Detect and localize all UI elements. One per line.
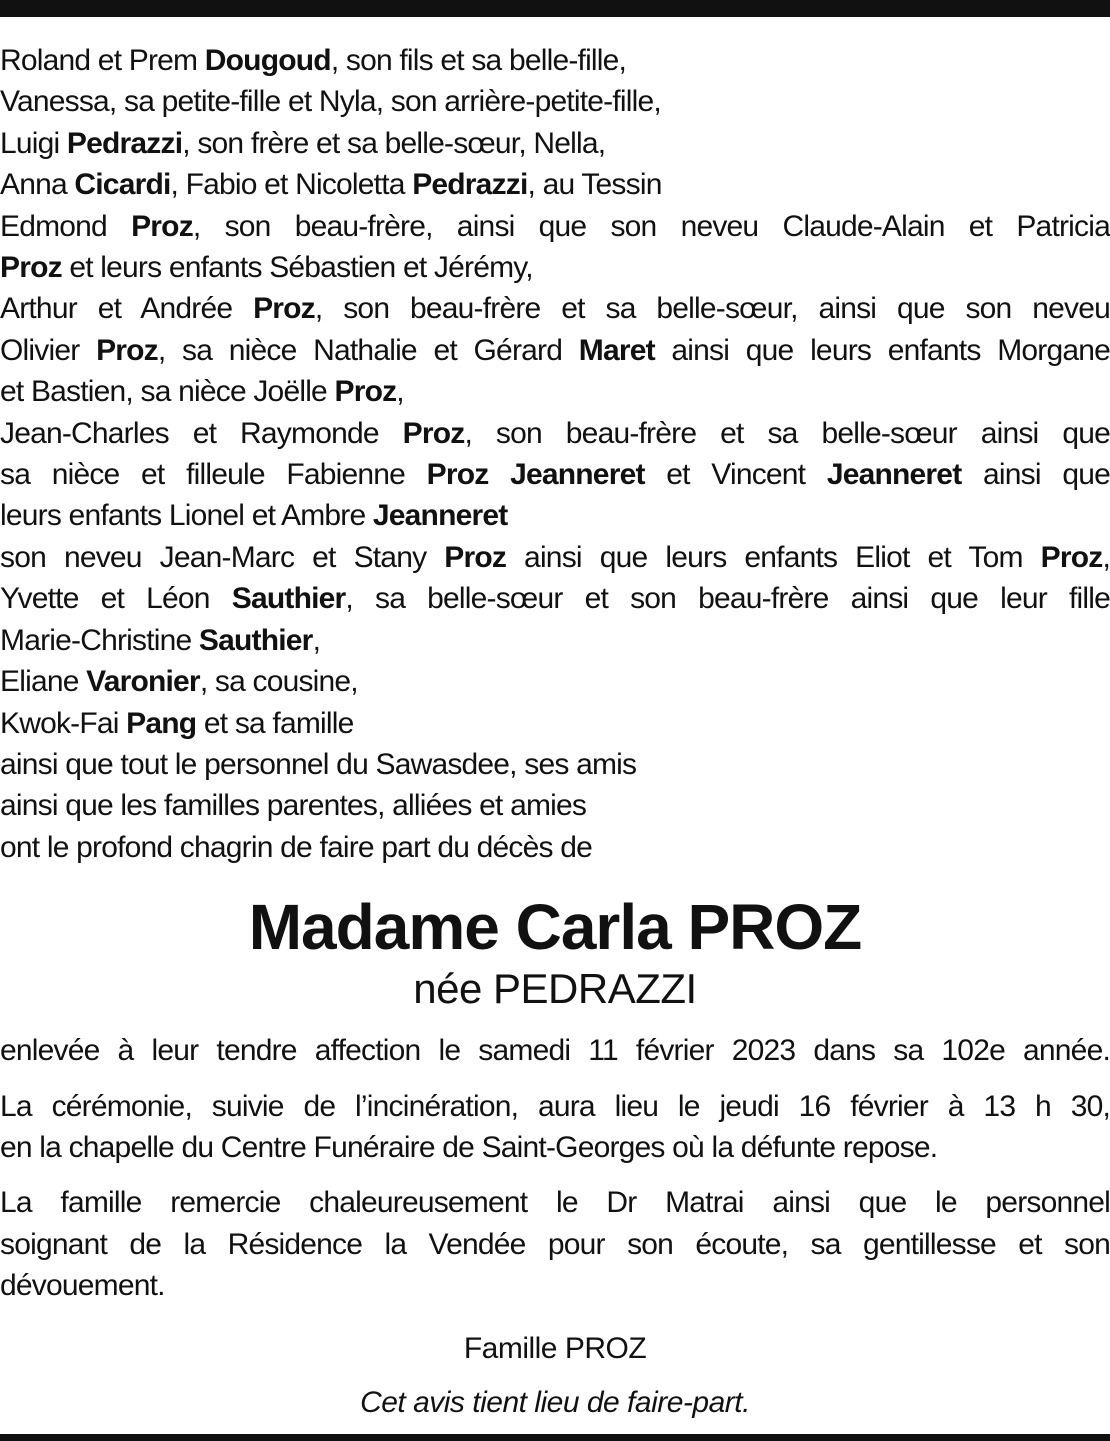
family-text: Anna (0, 168, 75, 202)
family-text: ainsi que (961, 458, 1110, 492)
family-text: ainsi que les familles parentes, alliées et amies (0, 789, 587, 823)
family-text: , au Tessin (527, 168, 662, 202)
family-line (0, 827, 1110, 868)
family-surname: Proz (0, 251, 62, 285)
paragraph-line: La cérémonie, suivie de l’incinération, aura lieu le jeudi 16 février à 13 h 30, (0, 1089, 1110, 1123)
family-text: Marie-Christine (0, 623, 199, 657)
family-text: , sa nièce Nathalie et Gérard (157, 333, 579, 367)
family-surname: Jeanneret (826, 458, 962, 492)
family-text: son neveu Jean-Marc et Stany (0, 540, 445, 574)
paragraph-line: soignant de la Résidence la Vendée pour son écoute, sa gentillesse et son (0, 1227, 1110, 1261)
deceased-maiden-name: née PEDRAZZI (413, 965, 697, 1013)
family-line (0, 744, 1110, 785)
family-text: , son frère et sa belle-sœur, Nella, (182, 126, 606, 160)
family-text: Luigi (0, 126, 67, 160)
family-surname: Sauthier (231, 582, 346, 616)
family-line (0, 703, 1110, 744)
family-surname: Proz (96, 333, 158, 367)
family-surname: Proz (1040, 540, 1103, 574)
family-surname: Proz (253, 292, 315, 326)
obituary-notice (0, 40, 1110, 1423)
family-surname: Proz Jeanneret (426, 458, 645, 492)
family-line (0, 164, 1110, 205)
family-text: , (396, 375, 404, 409)
family-line (0, 206, 1110, 247)
family-text: Olivier (0, 333, 97, 367)
family-text: , sa cousine, (199, 665, 358, 699)
notice-paragraph (0, 1182, 1110, 1306)
family-text: Roland et Prem (0, 44, 205, 77)
family-line (0, 620, 1110, 661)
family-surname: Proz (402, 416, 465, 450)
family-text: , (312, 623, 321, 657)
family-text: Eliane (0, 665, 87, 699)
family-text: ainsi que leurs enfants Morgane (654, 333, 1110, 367)
deceased-block (0, 890, 1110, 1014)
family-list (0, 40, 1110, 868)
family-surname: Varonier (86, 665, 200, 699)
family-text: Edmond (0, 209, 132, 243)
paragraph-line: en la chapelle du Centre Funéraire de Saint-Georges où la défunte repose. (0, 1130, 938, 1164)
family-surname: Proz (334, 375, 397, 409)
family-text: Arthur et Andrée (0, 292, 254, 326)
family-text: ont le profond chagrin de faire part du décès de (0, 830, 593, 864)
family-line (0, 495, 1110, 536)
family-text: et Vincent (644, 458, 827, 492)
family-line (0, 413, 1110, 454)
family-surname: Dougoud (204, 44, 331, 77)
notice-paragraphs (0, 1030, 1110, 1306)
family-text: Yvette et Léon (0, 582, 232, 616)
family-text: , sa belle-sœur et son beau-frère ainsi que leur fille (345, 582, 1110, 616)
family-line (0, 40, 1110, 81)
family-line (0, 81, 1110, 122)
family-surname: Pang (126, 706, 197, 740)
family-text: ainsi que tout le personnel du Sawasdee, ses amis (0, 747, 637, 781)
deceased-name: Madame Carla PROZ (248, 891, 862, 964)
family-text: Kwok-Fai (0, 706, 127, 740)
family-line (0, 454, 1110, 495)
family-surname: Pedrazzi (412, 168, 528, 202)
family-text: , (1102, 540, 1110, 574)
family-surname: Sauthier (198, 623, 313, 657)
family-line (0, 123, 1110, 164)
family-text: et Bastien, sa nièce Joëlle (0, 375, 335, 409)
family-line (0, 247, 1110, 288)
paragraph-line: enlevée à leur tendre affection le samedi 11 février 2023 dans sa 102e année. (0, 1034, 1110, 1068)
family-line (0, 661, 1110, 702)
notice-paragraph (0, 1030, 1110, 1071)
top-rule (0, 0, 1110, 17)
family-text: Jean-Charles et Raymonde (0, 416, 403, 450)
family-text: Vanessa, sa petite-fille et Nyla, son arrière-petite-fille, (0, 85, 661, 119)
family-surname: Maret (578, 333, 655, 367)
notice-paragraph (0, 1086, 1110, 1169)
family-text: sa nièce et filleule Fabienne (0, 458, 427, 492)
family-text: ainsi que leurs enfants Eliot et Tom (506, 540, 1041, 574)
family-text: , son beau-frère, ainsi que son neveu Claude-Alain et Patricia (192, 209, 1110, 243)
family-line (0, 537, 1110, 578)
family-text: , son beau-frère et sa belle-sœur ainsi que (464, 416, 1110, 450)
family-line (0, 371, 1110, 412)
family-surname: Pedrazzi (66, 126, 183, 160)
notice-note: Cet avis tient lieu de faire-part. (360, 1385, 750, 1419)
family-line (0, 578, 1110, 619)
family-text: leurs enfants Lionel et Ambre (0, 499, 373, 533)
family-line (0, 785, 1110, 826)
signature: Famille PROZ (463, 1331, 647, 1365)
family-text: et leurs enfants Sébastien et Jérémy, (61, 251, 533, 285)
bottom-rule (0, 1434, 1110, 1441)
paragraph-line: La famille remercie chaleureusement le Dr Matrai ainsi que le personnel (0, 1186, 1110, 1220)
family-text: , son fils et sa belle-fille, (330, 44, 627, 77)
family-surname: Cicardi (74, 168, 171, 202)
family-surname: Proz (131, 209, 193, 243)
family-text: et sa famille (196, 706, 354, 740)
family-surname: Proz (444, 540, 507, 574)
paragraph-line: dévouement. (0, 1269, 165, 1303)
family-line (0, 330, 1110, 371)
family-line (0, 288, 1110, 329)
family-text: , son beau-frère et sa belle-sœur, ainsi que son neveu (314, 292, 1110, 326)
family-surname: Jeanneret (372, 499, 508, 533)
family-text: , Fabio et Nicoletta (170, 168, 413, 202)
